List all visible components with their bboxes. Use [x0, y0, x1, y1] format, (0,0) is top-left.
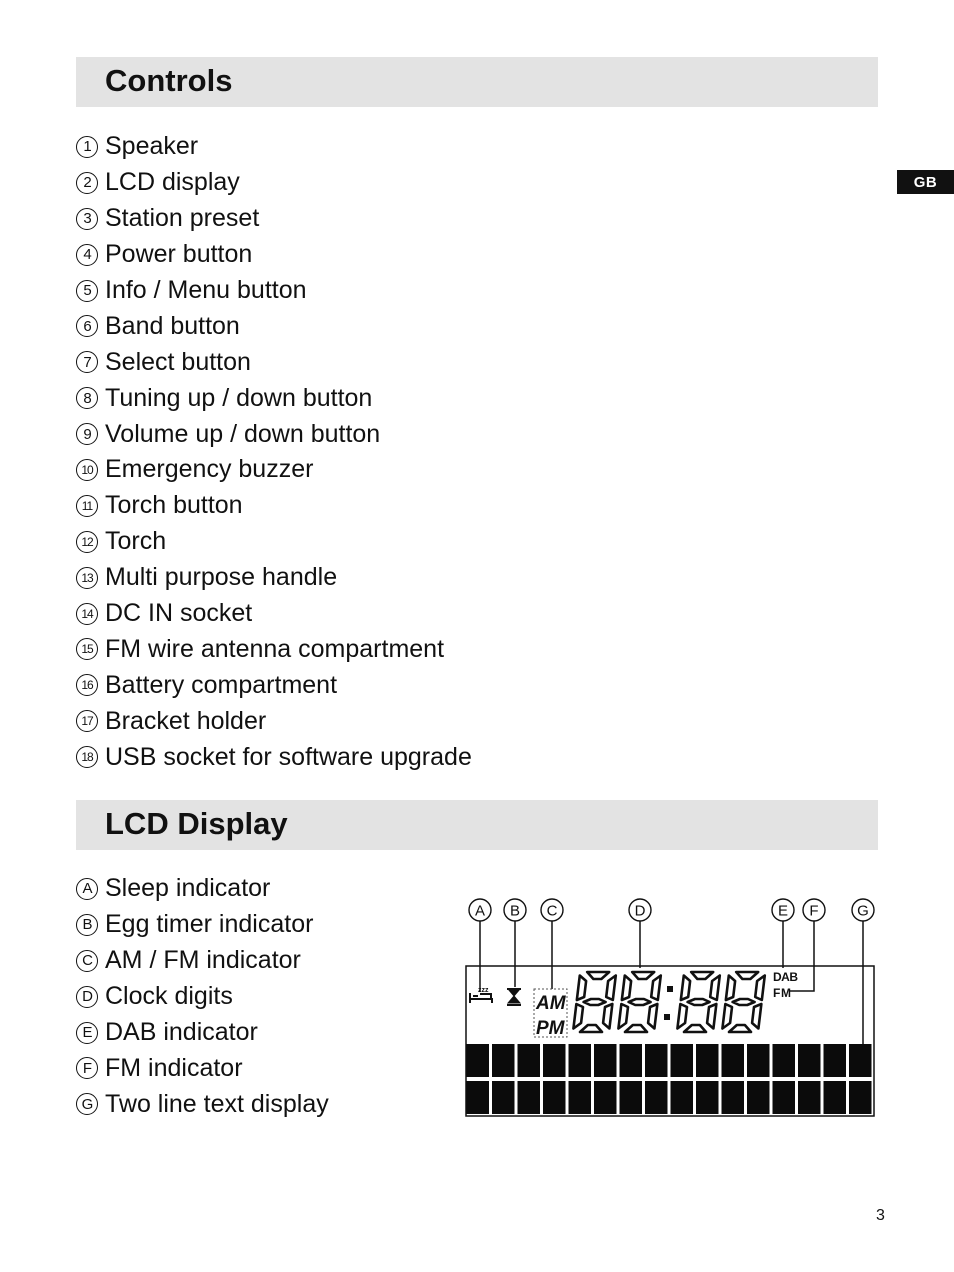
- sleep-indicator-icon: [470, 987, 492, 1003]
- control-item: [76, 129, 472, 165]
- control-item-label: Station preset: [105, 204, 260, 233]
- digit-segment: [573, 1004, 583, 1029]
- digit-segment: [677, 1004, 687, 1029]
- control-item: [76, 308, 472, 344]
- lcd-display-diagram: [460, 893, 880, 1121]
- text-cell: [722, 1081, 745, 1114]
- lcd-indicator-item-label: AM / FM indicator: [105, 946, 301, 975]
- control-item-marker: 16: [76, 674, 98, 696]
- page-number: 3: [876, 1207, 885, 1224]
- text-cell: [467, 1044, 490, 1077]
- control-item-label: Multi purpose handle: [105, 563, 338, 592]
- lcd-indicator-item-label: Sleep indicator: [105, 874, 271, 903]
- am-indicator: AM: [536, 993, 566, 1014]
- control-item: [76, 201, 472, 237]
- lcd-indicator-item: [76, 871, 329, 907]
- control-item: [76, 380, 472, 416]
- digit-segment: [726, 976, 735, 1001]
- digit-segment: [618, 1004, 628, 1029]
- text-cell: [569, 1044, 592, 1077]
- digit-segment: [729, 1025, 751, 1032]
- lcd-indicator-item-marker: E: [76, 1022, 98, 1044]
- lcd-indicator-item-label: Egg timer indicator: [105, 910, 314, 939]
- lcd-indicator-item-label: DAB indicator: [105, 1018, 258, 1046]
- control-item: [76, 703, 472, 739]
- control-item: [76, 596, 472, 632]
- text-cell: [543, 1044, 566, 1077]
- text-cell: [492, 1044, 515, 1077]
- controls-list: [76, 129, 472, 775]
- lcd-indicator-item-label: FM indicator: [105, 1053, 243, 1082]
- control-item: [76, 452, 472, 488]
- control-item-label: Battery compartment: [105, 670, 338, 699]
- digit-segment: [752, 1004, 761, 1029]
- control-item-marker: 6: [76, 315, 98, 337]
- text-cell: [798, 1044, 821, 1077]
- lcd-indicator-item-marker: G: [76, 1093, 98, 1115]
- digit-segment: [584, 999, 606, 1005]
- text-cell: [849, 1044, 872, 1077]
- lcd-indicator-item-marker: D: [76, 986, 98, 1008]
- callout-letter: C: [546, 902, 558, 920]
- control-item: [76, 667, 472, 703]
- lcd-indicator-item-marker: B: [76, 914, 98, 936]
- lcd-indicator-item: [76, 907, 329, 943]
- dab-indicator: DAB: [773, 970, 798, 984]
- text-cell: [645, 1081, 668, 1114]
- digit-segment: [722, 1004, 732, 1029]
- controls-section-header: [76, 57, 878, 107]
- control-item: [76, 416, 472, 452]
- control-item-marker: 11: [76, 495, 98, 517]
- control-item-marker: 15: [76, 638, 98, 660]
- lcd-display-heading: LCD Display: [105, 806, 288, 841]
- text-cell: [747, 1044, 770, 1077]
- control-item-marker: 2: [76, 172, 98, 194]
- control-item: [76, 237, 472, 273]
- lcd-indicator-item: [76, 1015, 329, 1051]
- digit-segment: [580, 1025, 602, 1032]
- control-item: [76, 273, 472, 309]
- text-cell: [620, 1081, 643, 1114]
- text-cell: [671, 1081, 694, 1114]
- control-item-marker: 8: [76, 387, 98, 409]
- control-item: [76, 739, 472, 775]
- control-item-label: Torch button: [105, 491, 243, 520]
- control-item: [76, 488, 472, 524]
- language-tab-gb: GB: [897, 170, 954, 194]
- colon-dot: [664, 1014, 670, 1020]
- control-item-marker: 10: [76, 459, 98, 481]
- digit-segment: [587, 972, 609, 979]
- text-cell: [518, 1044, 541, 1077]
- text-cell: [594, 1081, 617, 1114]
- text-cell: [773, 1081, 796, 1114]
- digit-segment: [651, 976, 661, 1001]
- control-item-marker: 9: [76, 423, 98, 445]
- lcd-indicator-item-marker: C: [76, 950, 98, 972]
- lcd-indicator-item-marker: A: [76, 878, 98, 900]
- control-item-label: DC IN socket: [105, 599, 253, 628]
- text-cell: [696, 1044, 719, 1077]
- control-item-label: Power button: [105, 240, 253, 269]
- colon-dot: [667, 986, 673, 992]
- control-item-marker: 14: [76, 603, 98, 625]
- control-item-label: Bracket holder: [105, 706, 267, 735]
- callout-letter: D: [634, 902, 646, 920]
- control-item-marker: 7: [76, 351, 98, 373]
- digit-segment: [648, 1004, 657, 1029]
- control-item-marker: 12: [76, 531, 98, 553]
- lcd-indicator-item: [76, 1086, 329, 1122]
- control-item-label: Torch: [105, 527, 167, 556]
- control-item-label: Select button: [105, 347, 251, 376]
- text-cell: [492, 1081, 515, 1114]
- digit-segment: [691, 972, 713, 979]
- digit-segment: [603, 1004, 612, 1029]
- control-item-label: LCD display: [105, 168, 240, 197]
- callout-letter: A: [474, 902, 486, 920]
- control-item-marker: 18: [76, 746, 98, 768]
- digit-segment: [632, 972, 654, 979]
- text-cell: [696, 1081, 719, 1114]
- controls-heading: Controls: [105, 63, 233, 98]
- lcd-indicator-item-marker: F: [76, 1057, 98, 1079]
- digit-segment: [710, 976, 720, 1001]
- control-item-marker: 13: [76, 567, 98, 589]
- lcd-indicator-item: [76, 943, 329, 979]
- text-cell: [671, 1044, 694, 1077]
- pm-indicator: PM: [536, 1018, 565, 1039]
- clock-digit: [722, 972, 764, 1032]
- clock-digit: [573, 972, 615, 1032]
- text-cell: [722, 1044, 745, 1077]
- digit-segment: [733, 999, 755, 1005]
- text-cell: [645, 1044, 668, 1077]
- control-item-label: USB socket for software upgrade: [105, 742, 472, 771]
- text-cell: [824, 1044, 847, 1077]
- callout-letter: G: [857, 902, 869, 920]
- lcd-indicator-list: [76, 871, 329, 1122]
- control-item: [76, 560, 472, 596]
- control-item-label: Info / Menu button: [105, 276, 307, 304]
- control-item: [76, 631, 472, 667]
- text-cell: [594, 1044, 617, 1077]
- lcd-indicator-item-label: Clock digits: [105, 982, 233, 1011]
- callout-letter: B: [509, 902, 521, 920]
- lcd-display-section-header: [76, 800, 878, 850]
- control-item-marker: 17: [76, 710, 98, 732]
- clock-digits: [573, 972, 764, 1032]
- control-item-label: Band button: [105, 311, 240, 340]
- text-cell: [798, 1081, 821, 1114]
- control-item-label: Volume up / down button: [105, 419, 381, 448]
- text-cell: [747, 1081, 770, 1114]
- callout-letter: E: [777, 902, 789, 920]
- clock-digit: [677, 972, 719, 1032]
- control-item-marker: 4: [76, 244, 98, 266]
- fm-indicator: FM: [773, 986, 791, 1000]
- sleep-zzz: zzz: [478, 987, 489, 994]
- lcd-indicator-item: [76, 1050, 329, 1086]
- control-item: [76, 344, 472, 380]
- text-cell: [467, 1081, 490, 1114]
- digit-segment: [736, 972, 758, 979]
- lcd-indicator-item-label: Two line text display: [105, 1089, 329, 1118]
- lcd-callouts: [469, 899, 874, 1045]
- digit-segment: [707, 1004, 716, 1029]
- text-cell: [620, 1044, 643, 1077]
- text-cell: [849, 1081, 872, 1114]
- control-item-marker: 1: [76, 136, 98, 158]
- text-cell: [569, 1081, 592, 1114]
- two-line-text-display: [467, 1044, 872, 1114]
- digit-segment: [629, 999, 651, 1005]
- lcd-indicator-item: [76, 979, 329, 1015]
- control-item-label: Speaker: [105, 132, 199, 161]
- digit-segment: [625, 1025, 647, 1032]
- control-item-marker: 5: [76, 280, 98, 302]
- digit-segment: [577, 976, 586, 1001]
- digit-segment: [681, 976, 690, 1001]
- text-cell: [824, 1081, 847, 1114]
- egg-timer-icon: [508, 989, 520, 1003]
- control-item-label: Tuning up / down button: [105, 383, 373, 412]
- digit-segment: [755, 976, 765, 1001]
- digit-segment: [622, 976, 631, 1001]
- control-item: [76, 524, 472, 560]
- text-cell: [773, 1044, 796, 1077]
- callout-letter: F: [809, 902, 819, 920]
- control-item: [76, 165, 472, 201]
- digit-segment: [606, 976, 616, 1001]
- text-cell: [543, 1081, 566, 1114]
- digit-segment: [688, 999, 710, 1005]
- text-cell: [518, 1081, 541, 1114]
- clock-digit: [618, 972, 660, 1032]
- control-item-label: Emergency buzzer: [105, 455, 314, 484]
- control-item-marker: 3: [76, 208, 98, 230]
- control-item-label: FM wire antenna compartment: [105, 634, 445, 663]
- digit-segment: [684, 1025, 706, 1032]
